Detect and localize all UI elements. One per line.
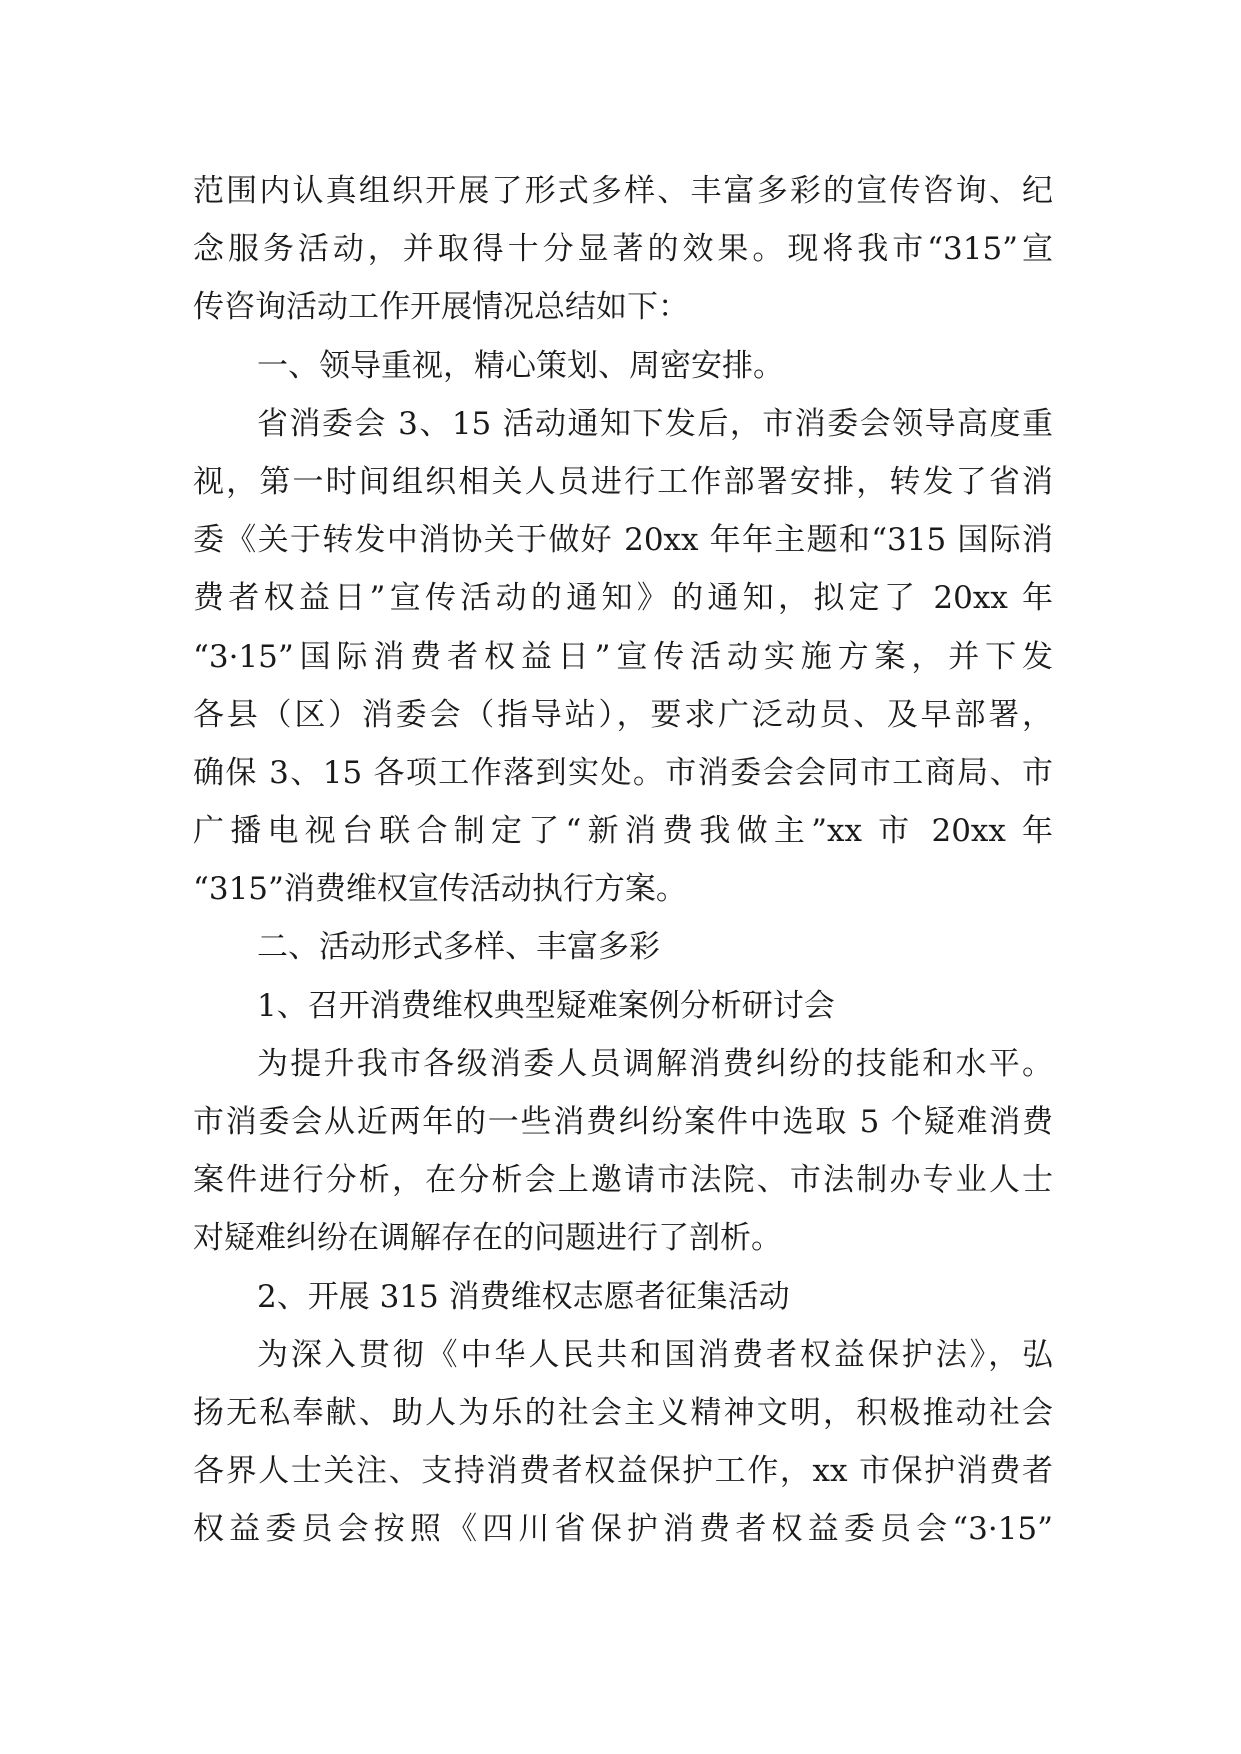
text-line: 为提升我市各级消委人员调解消费纠纷的技能和水平。 [257,1045,1053,1082]
section-heading: 二、活动形式多样、丰富多彩 [257,929,660,966]
text-line: “3·15”国际消费者权益日”宣传活动实施方案，并下发 [193,638,1053,675]
section-heading: 一、领导重视，精心策划、周密安排。 [257,347,784,384]
text-line: 传咨询活动工作开展情况总结如下： [193,289,689,326]
text-line: 省消委会 3、15 活动通知下发后，市消委会领导高度重 [257,405,1053,442]
subsection-heading: 1、召开消费维权典型疑难案例分析研讨会 [257,987,835,1024]
text-line: “315”消费维权宣传活动执行方案。 [193,871,687,908]
text-line: 扬无私奉献、助人为乐的社会主义精神文明，积极推动社会 [193,1394,1053,1431]
text-line: 案件进行分析，在分析会上邀请市法院、市法制办专业人士 [193,1162,1053,1199]
text-line: 视，第一时间组织相关人员进行工作部署安排，转发了省消 [193,463,1053,500]
text-line: 确保 3、15 各项工作落到实处。市消委会会同市工商局、市 [193,754,1053,791]
text-line: 权益委员会按照《四川省保护消费者权益委员会“3·15” [193,1511,1053,1548]
text-line: 为深入贯彻《中华人民共和国消费者权益保护法》，弘 [257,1336,1053,1373]
text-line: 念服务活动，并取得十分显著的效果。现将我市“315”宣 [193,231,1053,268]
text-line: 委《关于转发中消协关于做好 20xx 年年主题和“315 国际消 [193,522,1053,559]
text-line: 费者权益日”宣传活动的通知》的通知，拟定了 20xx 年 [193,580,1053,617]
text-line: 各县（区）消委会（指导站），要求广泛动员、及早部署， [193,696,1053,733]
text-line: 对疑难纠纷在调解存在的问题进行了剖析。 [193,1220,782,1257]
document-body [193,162,1053,1559]
text-line: 范围内认真组织开展了形式多样、丰富多彩的宣传咨询、纪 [193,173,1053,209]
text-line: 各界人士关注、支持消费者权益保护工作，xx 市保护消费者 [193,1453,1053,1490]
text-line: 广播电视台联合制定了“新消费我做主”xx 市 20xx 年 [193,813,1053,850]
text-line: 市消委会从近两年的一些消费纠纷案件中选取 5 个疑难消费 [193,1104,1053,1140]
subsection-heading: 2、开展 315 消费维权志愿者征集活动 [257,1278,790,1315]
